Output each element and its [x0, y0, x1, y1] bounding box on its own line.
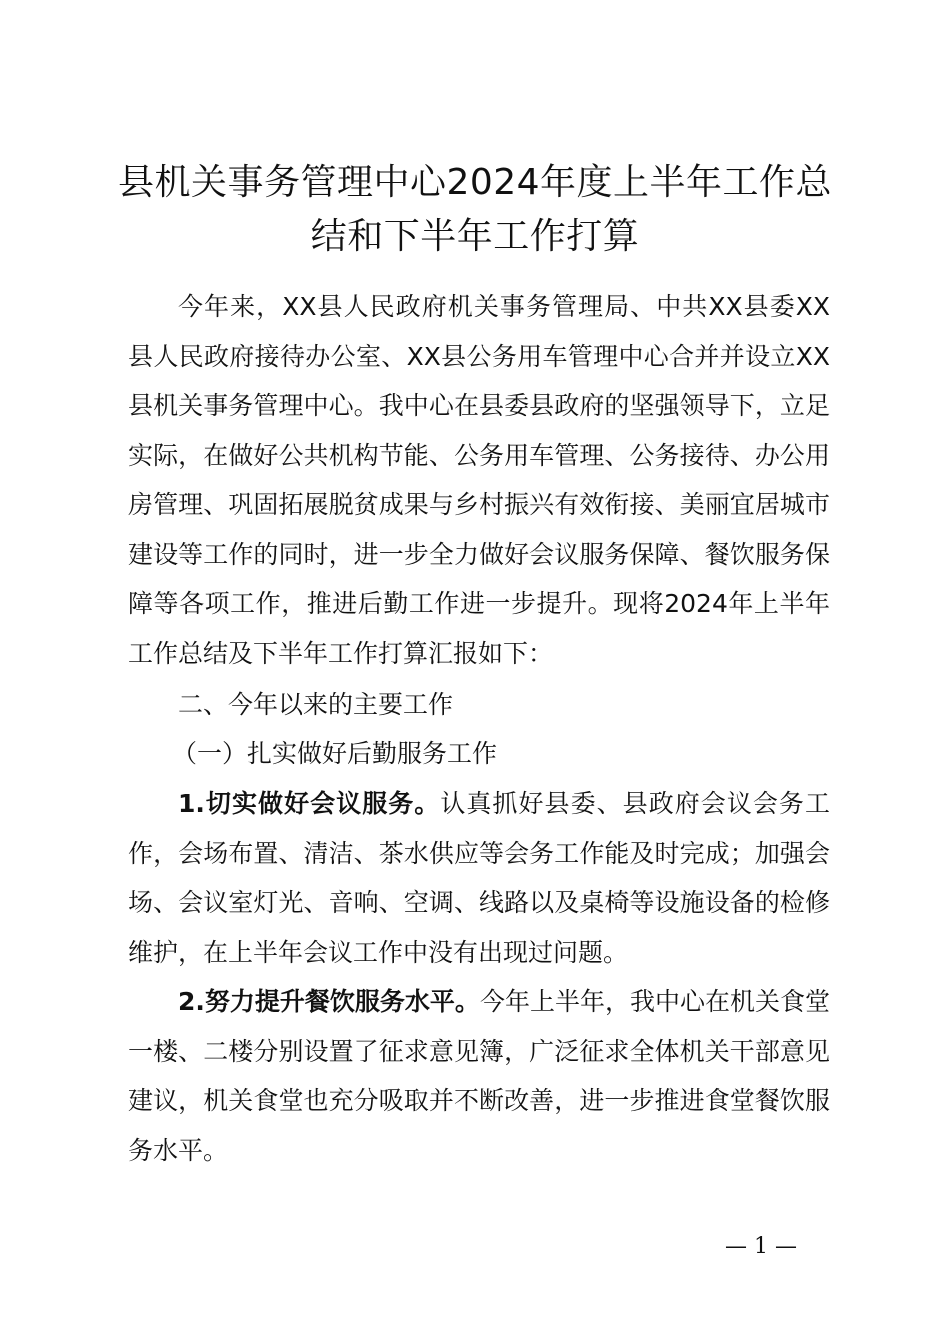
item-text-2: 今年上半年，我中心在机关食堂一楼、二楼分别设置了征求意见簿，广泛征求全体机关干部意见建议，机关食堂也充分吸取并不断改善，进一步推进食堂餐饮服务水平。: [128, 987, 830, 1165]
item-lead-1: 1.切实做好会议服务。: [178, 789, 441, 818]
intro-paragraph: 今年来，XX县人民政府机关事务管理局、中共XX县委XX县人民政府接待办公室、XX县公务用车管理中心合并并设立XX县机关事务管理中心。我中心在县委县政府的坚强领导下，立足实际，在做好公共机构节能、公务用车管理、公务接待、办公用房管理、巩固拓展脱贫成果与乡村振兴有效衔接、美丽宜居城市建设等工作的同时，进一步全力做好会议服务保障、餐饮服务保障等各项工作，推进后勤工作进一步提升。现将2024年上半年工作总结及下半年工作打算汇报如下：: [128, 292, 830, 668]
item-paragraph-2: [128, 977, 830, 1175]
document-title: 县机关事务管理中心2024年度上半年工作总结和下半年工作打算: [117, 162, 833, 257]
item-paragraph-1: [128, 779, 830, 977]
section-heading: 二、今年以来的主要工作: [178, 690, 454, 719]
page-number: — 1 —: [725, 1234, 797, 1259]
item-lead-2: 2.努力提升餐饮服务水平。: [178, 987, 480, 1016]
subsection-heading: （一）扎实做好后勤服务工作: [172, 739, 498, 768]
item-text-1: 认真抓好县委、县政府会议会务工作，会场布置、清洁、茶水供应等会务工作能及时完成；加强会场、会议室灯光、音响、空调、线路以及桌椅等设施设备的检修维护，在上半年会议工作中没有出现过问题。: [128, 789, 830, 967]
